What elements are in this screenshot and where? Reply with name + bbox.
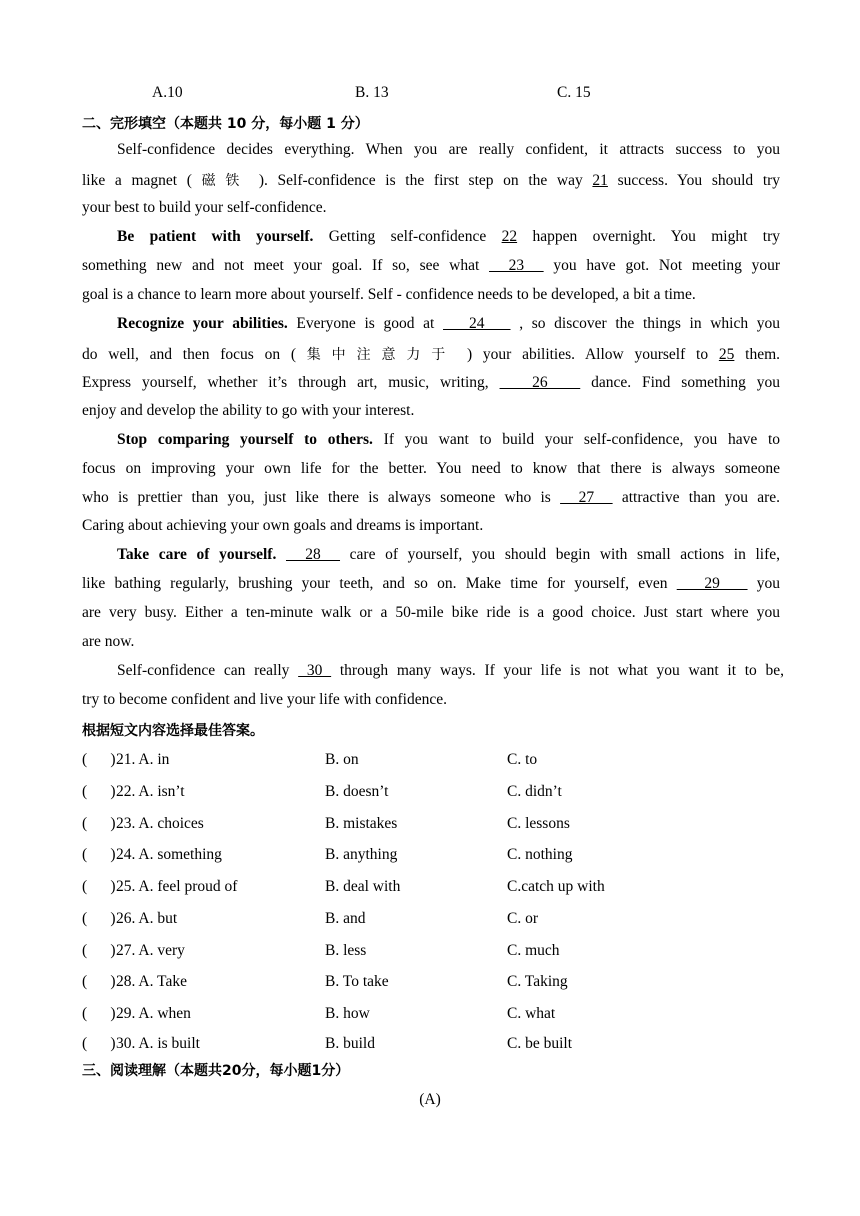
p3-text: dance. Find something you	[591, 374, 780, 391]
blank-23: 23	[489, 257, 544, 274]
p4-text: If you want to build your self-confidence, you have to	[383, 431, 780, 448]
blank-30: 30	[298, 662, 332, 679]
passage-a-label: (A)	[419, 1091, 441, 1108]
p1-cjk-gloss: 磁铁	[201, 173, 250, 189]
option-c: C. Taking	[507, 973, 568, 990]
option-b: B. doesn’t	[325, 783, 389, 800]
answer-blank[interactable]: ( )	[82, 973, 116, 990]
p6-line-1	[117, 662, 784, 680]
option-a: 21. A. in	[116, 751, 170, 768]
answer-blank[interactable]: ( )	[82, 1035, 116, 1052]
option-a: 28. A. Take	[116, 973, 187, 990]
option-c: C. 15	[557, 84, 591, 101]
blank-21: 21	[592, 172, 608, 189]
blank-25: 25	[718, 346, 735, 363]
p3-text: , so discover the things in which you	[519, 315, 781, 332]
p5-line-2	[82, 575, 780, 593]
option-b: B. how	[325, 1005, 370, 1022]
p6-line-2: try to become confident and live your life with confidence.	[82, 691, 447, 708]
p5-text: you	[756, 575, 781, 592]
question-22	[82, 783, 782, 803]
p2-subheading: Be patient with yourself.	[117, 228, 314, 245]
p5-line-1	[117, 546, 780, 564]
option-b: B. anything	[325, 846, 398, 863]
option-b: B. deal with	[325, 878, 401, 895]
question-30	[82, 1035, 782, 1055]
blank-27: 27	[560, 489, 613, 506]
p3-text: them.	[745, 346, 781, 363]
p1-text: ). Self-confidence is the first step on the way	[258, 172, 583, 189]
option-b: B. 13	[355, 84, 389, 101]
p3-line-3	[82, 374, 780, 392]
question-29	[82, 1005, 782, 1025]
p3-subheading: Recognize your abilities.	[117, 315, 288, 332]
p4-text: who is prettier than you, just like there is always someone who is	[82, 489, 551, 506]
option-c: C. what	[507, 1005, 556, 1022]
question-27	[82, 942, 782, 962]
answer-blank[interactable]: ( )	[82, 942, 116, 959]
blank-28: 28	[285, 546, 341, 563]
option-a: 27. A. very	[116, 942, 185, 959]
p4-line-2: focus on improving your own life for the better. You need to know that there is always someone	[82, 460, 780, 477]
p3-line-2	[82, 344, 780, 364]
p1-text: like a magnet (	[82, 172, 192, 189]
p3-text: do well, and then focus on (	[82, 346, 296, 363]
question-25	[82, 878, 782, 898]
p3-text: ) your abilities. Allow yourself to	[466, 346, 709, 363]
p1-text: success. You should try	[617, 172, 781, 189]
p2-text: you have got. Not meeting your	[553, 257, 781, 274]
question-26	[82, 910, 782, 930]
answer-blank[interactable]: ( )	[82, 846, 116, 863]
option-b: B. To take	[325, 973, 389, 990]
p4-text: attractive than you are.	[621, 489, 781, 506]
p5-text: like bathing regularly, brushing your teeth, and so on. Make time for yourself, even	[82, 575, 668, 592]
p2-text: happen overnight. You might try	[532, 228, 781, 245]
option-c: C. much	[507, 942, 560, 959]
p3-line-1	[117, 315, 780, 333]
p5-text: care of yourself, you should begin with small actions in life,	[349, 546, 781, 563]
question-24	[82, 846, 782, 866]
option-a: A.10	[152, 84, 183, 101]
section-2-heading: 二、完形填空（本题共 10 分，每小题 1 分）	[82, 116, 369, 132]
blank-26: 26	[499, 374, 581, 391]
answer-blank[interactable]: ( )	[82, 1005, 116, 1022]
option-a: 24. A. something	[116, 846, 222, 863]
p6-text: through many ways. If your life is not what you want it to be,	[339, 662, 785, 679]
option-b: B. build	[325, 1035, 375, 1052]
option-a: 30. A. is built	[116, 1035, 200, 1052]
option-c: C. lessons	[507, 815, 570, 832]
p3-line-4: enjoy and develop the ability to go with your interest.	[82, 402, 415, 419]
p1-line-2	[82, 170, 780, 190]
option-c: C. to	[507, 751, 538, 768]
option-b: B. less	[325, 942, 367, 959]
p5-line-4: are now.	[82, 633, 135, 650]
option-a: 25. A. feel proud of	[116, 878, 238, 895]
p1-line-3: your best to build your self-confidence.	[82, 199, 327, 216]
question-21	[82, 751, 782, 771]
p2-line-2	[82, 257, 780, 275]
option-a: 26. A. but	[116, 910, 178, 927]
answer-blank[interactable]: ( )	[82, 751, 116, 768]
question-28	[82, 973, 782, 993]
section-3-heading: 三、阅读理解（本题共20分，每小题1分）	[82, 1063, 350, 1079]
p2-line-1	[117, 228, 780, 246]
p4-line-3	[82, 489, 780, 507]
blank-29: 29	[676, 575, 748, 592]
p3-cjk-gloss: 集中注意力于	[306, 347, 457, 363]
p5-subheading: Take care of yourself.	[117, 546, 277, 563]
p4-line-4: Caring about achieving your own goals and dreams is important.	[82, 517, 484, 534]
option-a: 22. A. isn’t	[116, 783, 185, 800]
answer-blank[interactable]: ( )	[82, 878, 116, 895]
blank-24: 24	[443, 315, 511, 332]
option-a: 23. A. choices	[116, 815, 204, 832]
p5-line-3: are very busy. Either a ten-minute walk or a 50-mile bike ride is a good choice. Just start where you	[82, 604, 780, 621]
option-c: C.catch up with	[507, 878, 605, 895]
question-23	[82, 815, 782, 835]
p1-line-1: Self-confidence decides everything. When you are really confident, it attracts success to you	[117, 141, 780, 158]
p4-line-1	[117, 431, 780, 449]
p3-text: Everyone is good at	[296, 315, 435, 332]
answer-blank[interactable]: ( )	[82, 783, 116, 800]
option-c: C. be built	[507, 1035, 573, 1052]
p2-text: something new and not meet your goal. If so, see what	[82, 257, 480, 274]
answer-blank[interactable]: ( )	[82, 815, 116, 832]
p4-subheading: Stop comparing yourself to others.	[117, 431, 373, 448]
option-c: C. or	[507, 910, 538, 927]
blank-22: 22	[501, 228, 518, 245]
p6-text: Self-confidence can really	[117, 662, 290, 679]
option-b: B. mistakes	[325, 815, 398, 832]
p3-text: Express yourself, whether it’s through art, music, writing,	[82, 374, 489, 391]
option-c: C. nothing	[507, 846, 573, 863]
answer-blank[interactable]: ( )	[82, 910, 116, 927]
instruction: 根据短文内容选择最佳答案。	[82, 723, 264, 739]
p2-text: Getting self-confidence	[328, 228, 487, 245]
option-b: B. on	[325, 751, 359, 768]
option-c: C. didn’t	[507, 783, 562, 800]
option-b: B. and	[325, 910, 366, 927]
p2-line-3: goal is a chance to learn more about yourself. Self - confidence needs to be developed, a bit a time.	[82, 286, 696, 303]
option-a: 29. A. when	[116, 1005, 191, 1022]
